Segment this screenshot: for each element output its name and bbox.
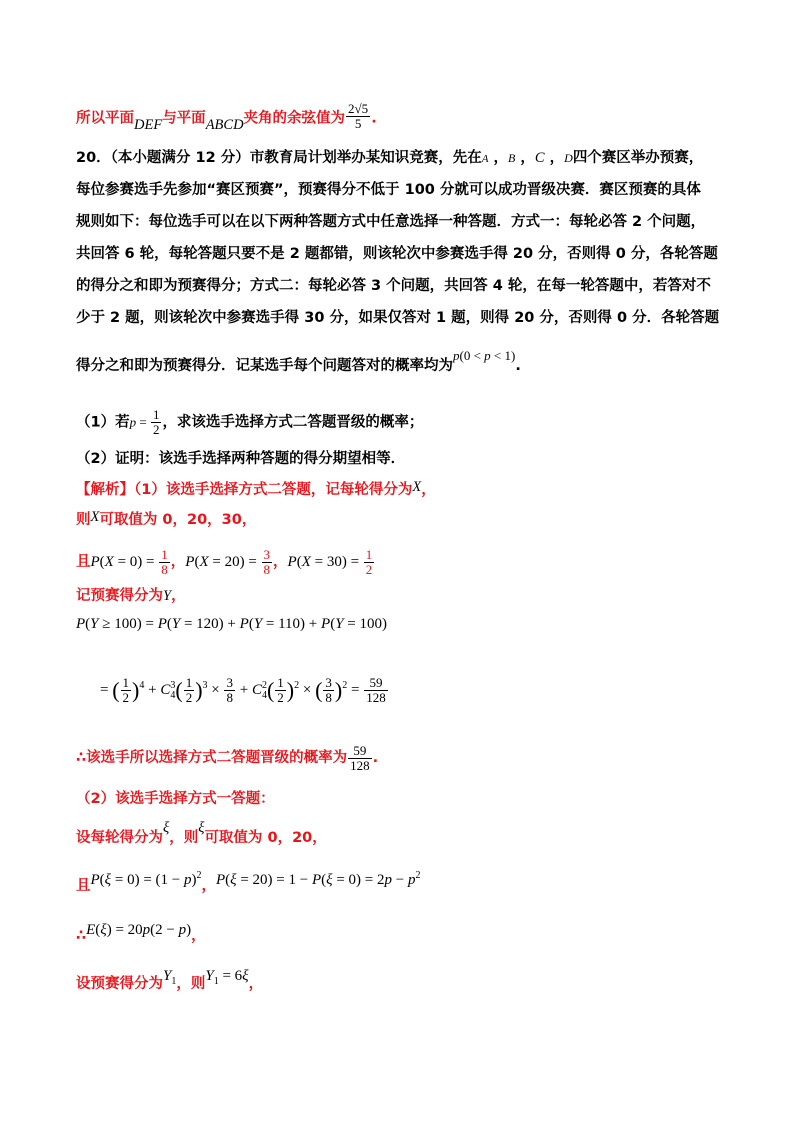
den: 5 bbox=[346, 116, 370, 131]
text: 可取值为 0，20，30， bbox=[99, 512, 257, 528]
text: ∴该选手所以选择方式二答题晋级的概率为 bbox=[76, 750, 348, 766]
part1: （1）若p = $\frac{1}{2}$ ，求该选手选择方式二答题晋级的概率； bbox=[76, 407, 424, 437]
q20-line5: 的得分之和即为预赛得分；方式二：每轮必答 3 个问题，共回答 4 轮，在每一轮答题中，若答对不 bbox=[76, 278, 711, 294]
solution-line1: 【解析】（1）该选手选择方式二答题，记每轮得分为X， bbox=[76, 479, 436, 498]
part2-line2: 且$P(\xi = 0) = (1 - p)^2$，$P(\xi = 20) = 1 - P(\xi = 0) = 2p - p^2$ bbox=[76, 870, 421, 894]
text: 且 bbox=[76, 554, 91, 570]
text: 则 bbox=[76, 512, 91, 528]
fraction: $\frac{1}{2}$ bbox=[152, 407, 160, 437]
q20-line6: 少于 2 题，则该轮次中参赛选手得 30 分，如果仅答对 1 题，则得 20 分，否则得 0 分．各轮答题 bbox=[76, 310, 720, 326]
prob-calc: = ( $\frac{1}{2}$ )$^4 + C^3_4$( $\frac{1}{2}$ )$^3$ × $\frac{3}{8}$ + $C^2_4$( $\frac{1}{2}$ )$^2$ × ( $\frac{3}{8}$ )$^2$ = $\frac{59}{128}$ bbox=[100, 675, 386, 706]
text: 设每轮得分为 bbox=[76, 830, 163, 846]
solution-line2: 则X可取值为 0，20，30， bbox=[76, 509, 257, 528]
text: 记预赛得分为 bbox=[76, 588, 163, 604]
part2-line1: 设每轮得分为ξ，则ξ可取值为 0，20， bbox=[76, 820, 327, 846]
text: 20．（本小题满分 12 分）市教育局计划举办某知识竞赛，先在 bbox=[76, 150, 482, 166]
text: 且 bbox=[76, 878, 91, 894]
text: （1）该选手选择方式二答题，记每轮得分为 bbox=[134, 482, 413, 498]
q20-line4: 共回答 6 轮，每轮答题只要不是 2 题都错，则该轮次中参赛选手得 20 分，否则得 0 分，各轮答题 bbox=[76, 246, 718, 262]
text: ，则 bbox=[169, 830, 199, 846]
cosine-fraction bbox=[346, 102, 370, 131]
part2-heading: （2）该选手选择方式一答题： bbox=[76, 791, 275, 807]
text: 夹角的余弦值为 bbox=[243, 110, 346, 127]
q20-line3: 规则如下：每位选手可以在以下两种答题方式中任意选择一种答题．方式一：每轮必答 2 个问题， bbox=[76, 214, 706, 230]
prob-formula: P(Y ≥ 100) = P(Y = 120) + P(Y = 110) + P(Y = 100) bbox=[76, 616, 387, 632]
text: . bbox=[515, 358, 521, 374]
part2: （2）证明：该选手选择两种答题的得分期望相等． bbox=[76, 451, 406, 467]
text: 得分之和即为预赛得分．记某选手每个问题答对的概率均为 bbox=[76, 358, 453, 374]
plane-abcd: ABCD bbox=[205, 116, 244, 133]
analysis-tag: 【解析】 bbox=[76, 482, 134, 498]
part2-line4: 设预赛得分为$Y_1$，则$Y_1 = 6\xi$， bbox=[76, 968, 264, 992]
text: 所以平面 bbox=[76, 110, 134, 127]
text: . bbox=[371, 110, 377, 127]
q20-line2: 每位参赛选手先参加“赛区预赛”，预赛得分不低于 100 分就可以成功晋级决赛．赛区预赛的具体 bbox=[76, 182, 701, 198]
text: 四个赛区举办预赛， bbox=[572, 150, 704, 166]
q20-line1: 20．（本小题满分 12 分）市教育局计划举办某知识竞赛，先在A ，B ，C ，D四个赛区举办预赛， bbox=[76, 150, 704, 166]
q20-line7: 得分之和即为预赛得分．记某选手每个问题答对的概率均为p(0 < p < 1). bbox=[76, 348, 521, 374]
conclusion-part1: ∴该选手所以选择方式二答题晋级的概率为 $\frac{59}{128}$ . bbox=[76, 742, 379, 773]
text: （1）若 bbox=[76, 414, 130, 431]
solution-line3: 且P(X = 0) = $\frac{1}{8}$ ，P(X = 20) = $\frac{3}{8}$ ，P(X = 30) = $\frac{1}{2}$ bbox=[76, 546, 373, 577]
part2-line3: ∴E(ξ) = 20p(2 − p)， bbox=[76, 922, 206, 944]
plane-def: DEF bbox=[134, 116, 163, 133]
text: 与平面 bbox=[162, 110, 206, 127]
text: 可取值为 0，20， bbox=[204, 830, 327, 846]
solution-line4: 记预赛得分为Y， bbox=[76, 588, 186, 604]
conclusion-line bbox=[76, 101, 377, 133]
text: ，求该选手选择方式二答题晋级的概率； bbox=[162, 414, 424, 431]
text: ，则 bbox=[176, 976, 206, 992]
text: 设预赛得分为 bbox=[76, 976, 163, 992]
text: ∴ bbox=[76, 928, 87, 944]
num: 2√5 bbox=[348, 101, 369, 116]
